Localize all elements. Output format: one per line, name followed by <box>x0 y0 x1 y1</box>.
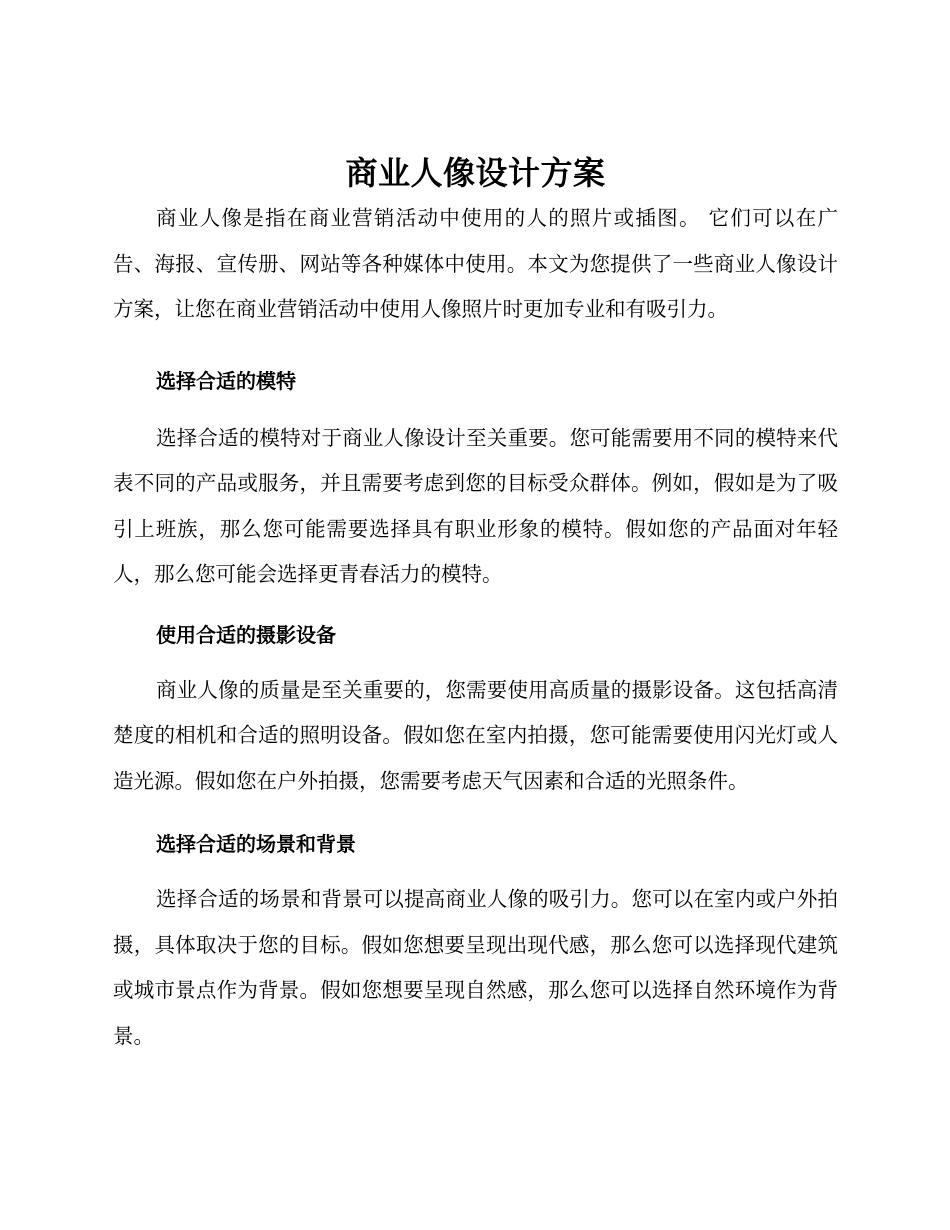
document-page <box>113 150 838 1059</box>
section-heading-scene: 选择合适的场景和背景 <box>156 832 356 856</box>
intro-paragraph: 商业人像是指在商业营销活动中使用的人的照片或插图。 它们可以在广告、海报、宣传册、网站等各种媒体中使用。本文为您提供了一些商业人像设计方案，让您在商业营销活动中使用人像照片时更加专业和有吸引力。 <box>113 206 838 321</box>
section-heading-models: 选择合适的模特 <box>156 368 296 393</box>
section-body-scene: 选择合适的场景和背景可以提高商业人像的吸引力。您可以在室内或户外拍摄，具体取决于您的目标。假如您想要呈现出现代感，那么您可以选择现代建筑或城市景点作为背景。假如您想要呈现自然感，那么您可以选择自然环境作为背景。 <box>113 887 838 1048</box>
section-heading-equipment: 使用合适的摄影设备 <box>156 622 336 647</box>
document-title: 商业人像设计方案 <box>345 154 606 192</box>
section-body-models: 选择合适的模特对于商业人像设计至关重要。您可能需要用不同的模特来代表不同的产品或服务，并且需要考虑到您的目标受众群体。例如，假如是为了吸引上班族，那么您可能需要选择具有职业形象的模特。假如您的产品面对年轻人，那么您可能会选择更青春活力的模特。 <box>113 425 838 586</box>
section-body-equipment: 商业人像的质量是至关重要的，您需要使用高质量的摄影设备。这包括高清楚度的相机和合适的照明设备。假如您在室内拍摄，您可能需要使用闪光灯或人造光源。假如您在户外拍摄，您需要考虑天气因素和合适的光照条件。 <box>113 677 838 793</box>
